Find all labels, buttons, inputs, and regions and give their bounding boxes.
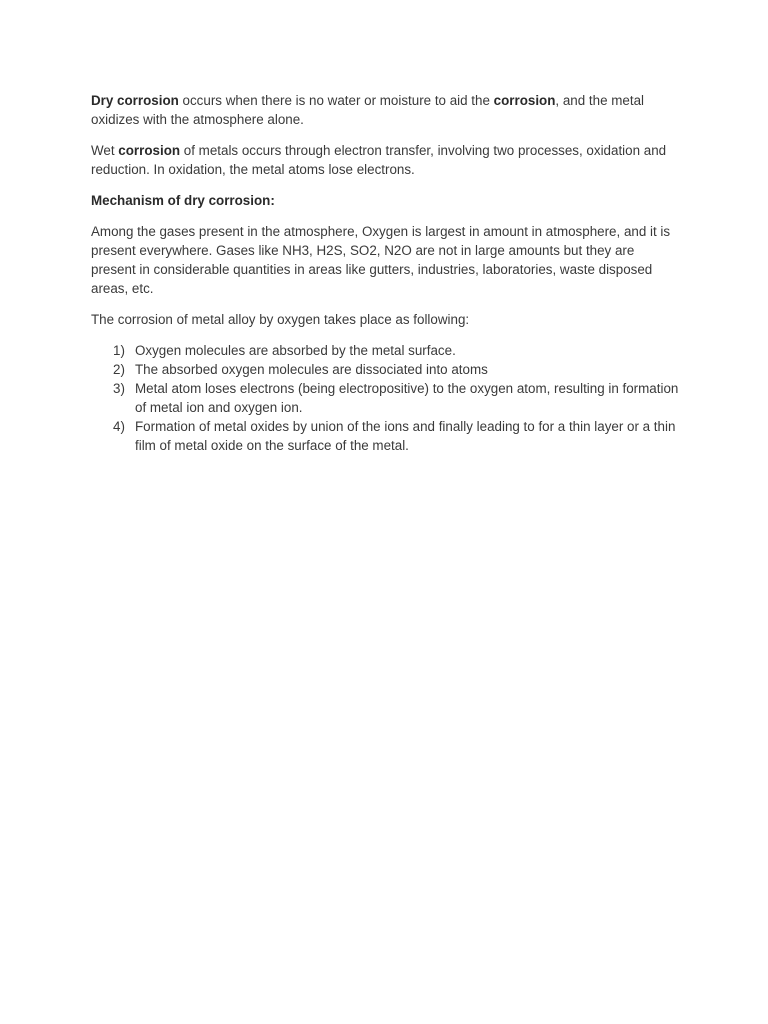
- mechanism-steps-list: [91, 341, 681, 455]
- list-item: [91, 379, 681, 417]
- list-item: [91, 341, 681, 360]
- term-dry-corrosion: Dry corrosion: [91, 93, 179, 108]
- list-item: [91, 417, 681, 455]
- paragraph-atmosphere-gases: Among the gases present in the atmosphere, Oxygen is largest in amount in atmosphere, and it is present everywhere. Gases like NH3, H2S, SO2, N2O are not in large amounts but they are present in considerable quantities in areas like gutters, industries, laboratories, waste disposed areas, etc.: [91, 224, 671, 296]
- paragraph-text: Wet: [91, 143, 119, 158]
- term-corrosion: corrosion: [118, 143, 181, 158]
- paragraph-list-intro: The corrosion of metal alloy by oxygen takes place as following:: [91, 312, 470, 327]
- list-item-number: 2): [113, 362, 125, 377]
- list-item-text: Formation of metal oxides by union of the ions and finally leading to for a thin layer or a thin film of metal oxide on the surface of the metal.: [135, 419, 676, 453]
- paragraph-wet-corrosion: [91, 141, 681, 179]
- list-item-text: Metal atom loses electrons (being electropositive) to the oxygen atom, resulting in formation of metal ion and oxygen ion.: [135, 381, 679, 415]
- section-heading: Mechanism of dry corrosion:: [91, 193, 275, 208]
- list-item-text: Oxygen molecules are absorbed by the metal surface.: [135, 343, 456, 358]
- list-item-number: 4): [113, 419, 125, 434]
- term-corrosion: corrosion: [493, 93, 556, 108]
- paragraph-text: occurs when there is no water or moisture to aid the: [178, 93, 494, 108]
- list-item-number: 1): [113, 343, 125, 358]
- paragraph-text: of metals occurs through electron transfer, involving two processes, oxidation and reduction. In oxidation, the metal atoms lose electrons.: [91, 143, 667, 177]
- paragraph-text: , and the metal oxidizes with the atmosphere alone.: [91, 93, 645, 127]
- list-item-number: 3): [113, 381, 125, 396]
- paragraph-dry-corrosion: [91, 91, 681, 129]
- document-body: [91, 91, 681, 455]
- list-item-text: The absorbed oxygen molecules are dissociated into atoms: [135, 362, 488, 377]
- list-item: [91, 360, 681, 379]
